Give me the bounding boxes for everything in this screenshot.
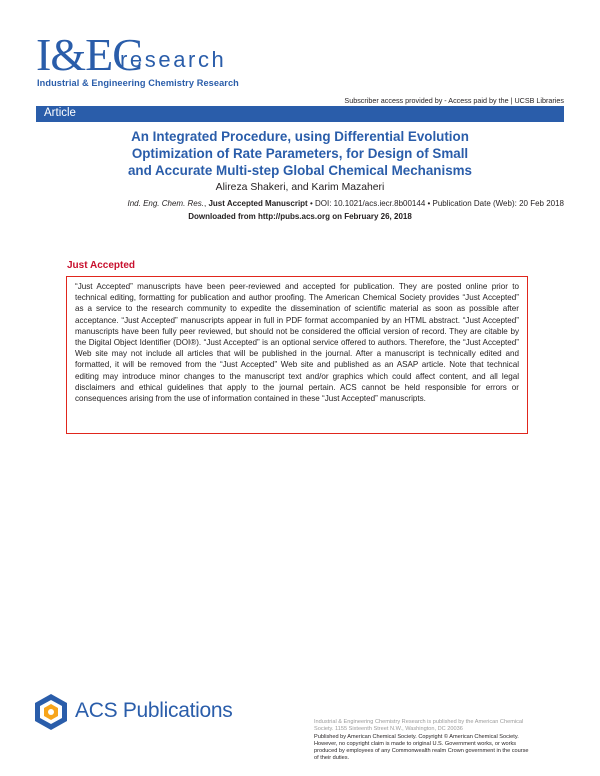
journal-logo-research: research (120, 47, 227, 72)
section-bar (36, 106, 564, 122)
section-label: Article (44, 107, 76, 119)
subscriber-access-note: Subscriber access provided by - Access paid by the | UCSB Libraries (344, 96, 564, 105)
paper-title (60, 128, 540, 179)
journal-logo-iec: I&EC (36, 29, 142, 80)
journal-full-name: Industrial & Engineering Chemistry Research (37, 78, 239, 88)
manuscript-status: Just Accepted Manuscript (208, 199, 308, 208)
footer-line: Published by American Chemical Society. Copyright © American Chemical Society. (314, 733, 519, 740)
just-accepted-heading: Just Accepted (67, 260, 135, 271)
doi-and-date: • DOI: 10.1021/acs.iecr.8b00144 • Publication Date (Web): 20 Feb 2018 (307, 199, 564, 208)
footer-line: However, no copyright claim is made to original U.S. Government works, or works (314, 740, 517, 747)
acs-hexagon-icon (32, 693, 70, 731)
just-accepted-text: “Just Accepted” manuscripts have been peer-reviewed and accepted for publication. They are posted online prior to technical editing, formatting for publication and author proofing. The American Chemical Society provides “Just Accepted” as a service to the research community to expedite the dissemination of scientific material as soon as possible after acceptance. “Just Accepted” manuscripts appear in full in PDF format accompanied by an HTML abstract. “Just Accepted” manuscripts have been fully peer reviewed, but should not be considered the official version of record. They are citable by the Digital Object Identifier (DOI®). “Just Accepted” is an optional service offered to authors. Therefore, the “Just Accepted” Web site may not include all articles that will be published in the journal. After a manuscript is technically edited and formatted, it will be removed from the “Just Accepted” Web site and published as an ASAP article. Note that technical editing may introduce minor changes to the manuscript text and/or graphics which could affect content, and all legal disclaimers and ethical guidelines that apply to the journal pertain. ACS cannot be held responsible for errors or consequences arising from the use of information contained in these “Just Accepted” manuscripts. (75, 282, 519, 404)
paper-title-line: An Integrated Procedure, using Differential Evolution (131, 129, 469, 144)
just-accepted-box (66, 276, 528, 434)
footer-line: Industrial & Engineering Chemistry Research is published by the American Chemical (314, 719, 524, 725)
footer-line: of their duties. (314, 755, 350, 762)
journal-abbrev: Ind. Eng. Chem. Res. (127, 199, 204, 208)
acs-publications-logo (32, 693, 232, 733)
footer-line: Society. 1155 Sixteenth Street N.W., Washington, DC 20036 (314, 726, 463, 733)
download-note: Downloaded from http://pubs.acs.org on February 26, 2018 (188, 212, 412, 221)
paper-title-line: and Accurate Multi-step Global Chemical Mechanisms (127, 163, 473, 178)
paper-title-line: Optimization of Rate Parameters, for Design of Small (131, 146, 469, 161)
publisher-footer (314, 719, 576, 763)
acs-wordmark: ACS Publications (75, 699, 233, 722)
footer-line: produced by employees of any Commonwealth realm Crown government in the course (314, 748, 529, 755)
paper-authors: Alireza Shakeri, and Karim Mazaheri (215, 182, 385, 193)
citation-line: Ind. Eng. Chem. Res., Just Accepted Manuscript • DOI: 10.1021/acs.iecr.8b00144 • Publication Date (Web): 20 Feb 2018 (127, 199, 564, 208)
